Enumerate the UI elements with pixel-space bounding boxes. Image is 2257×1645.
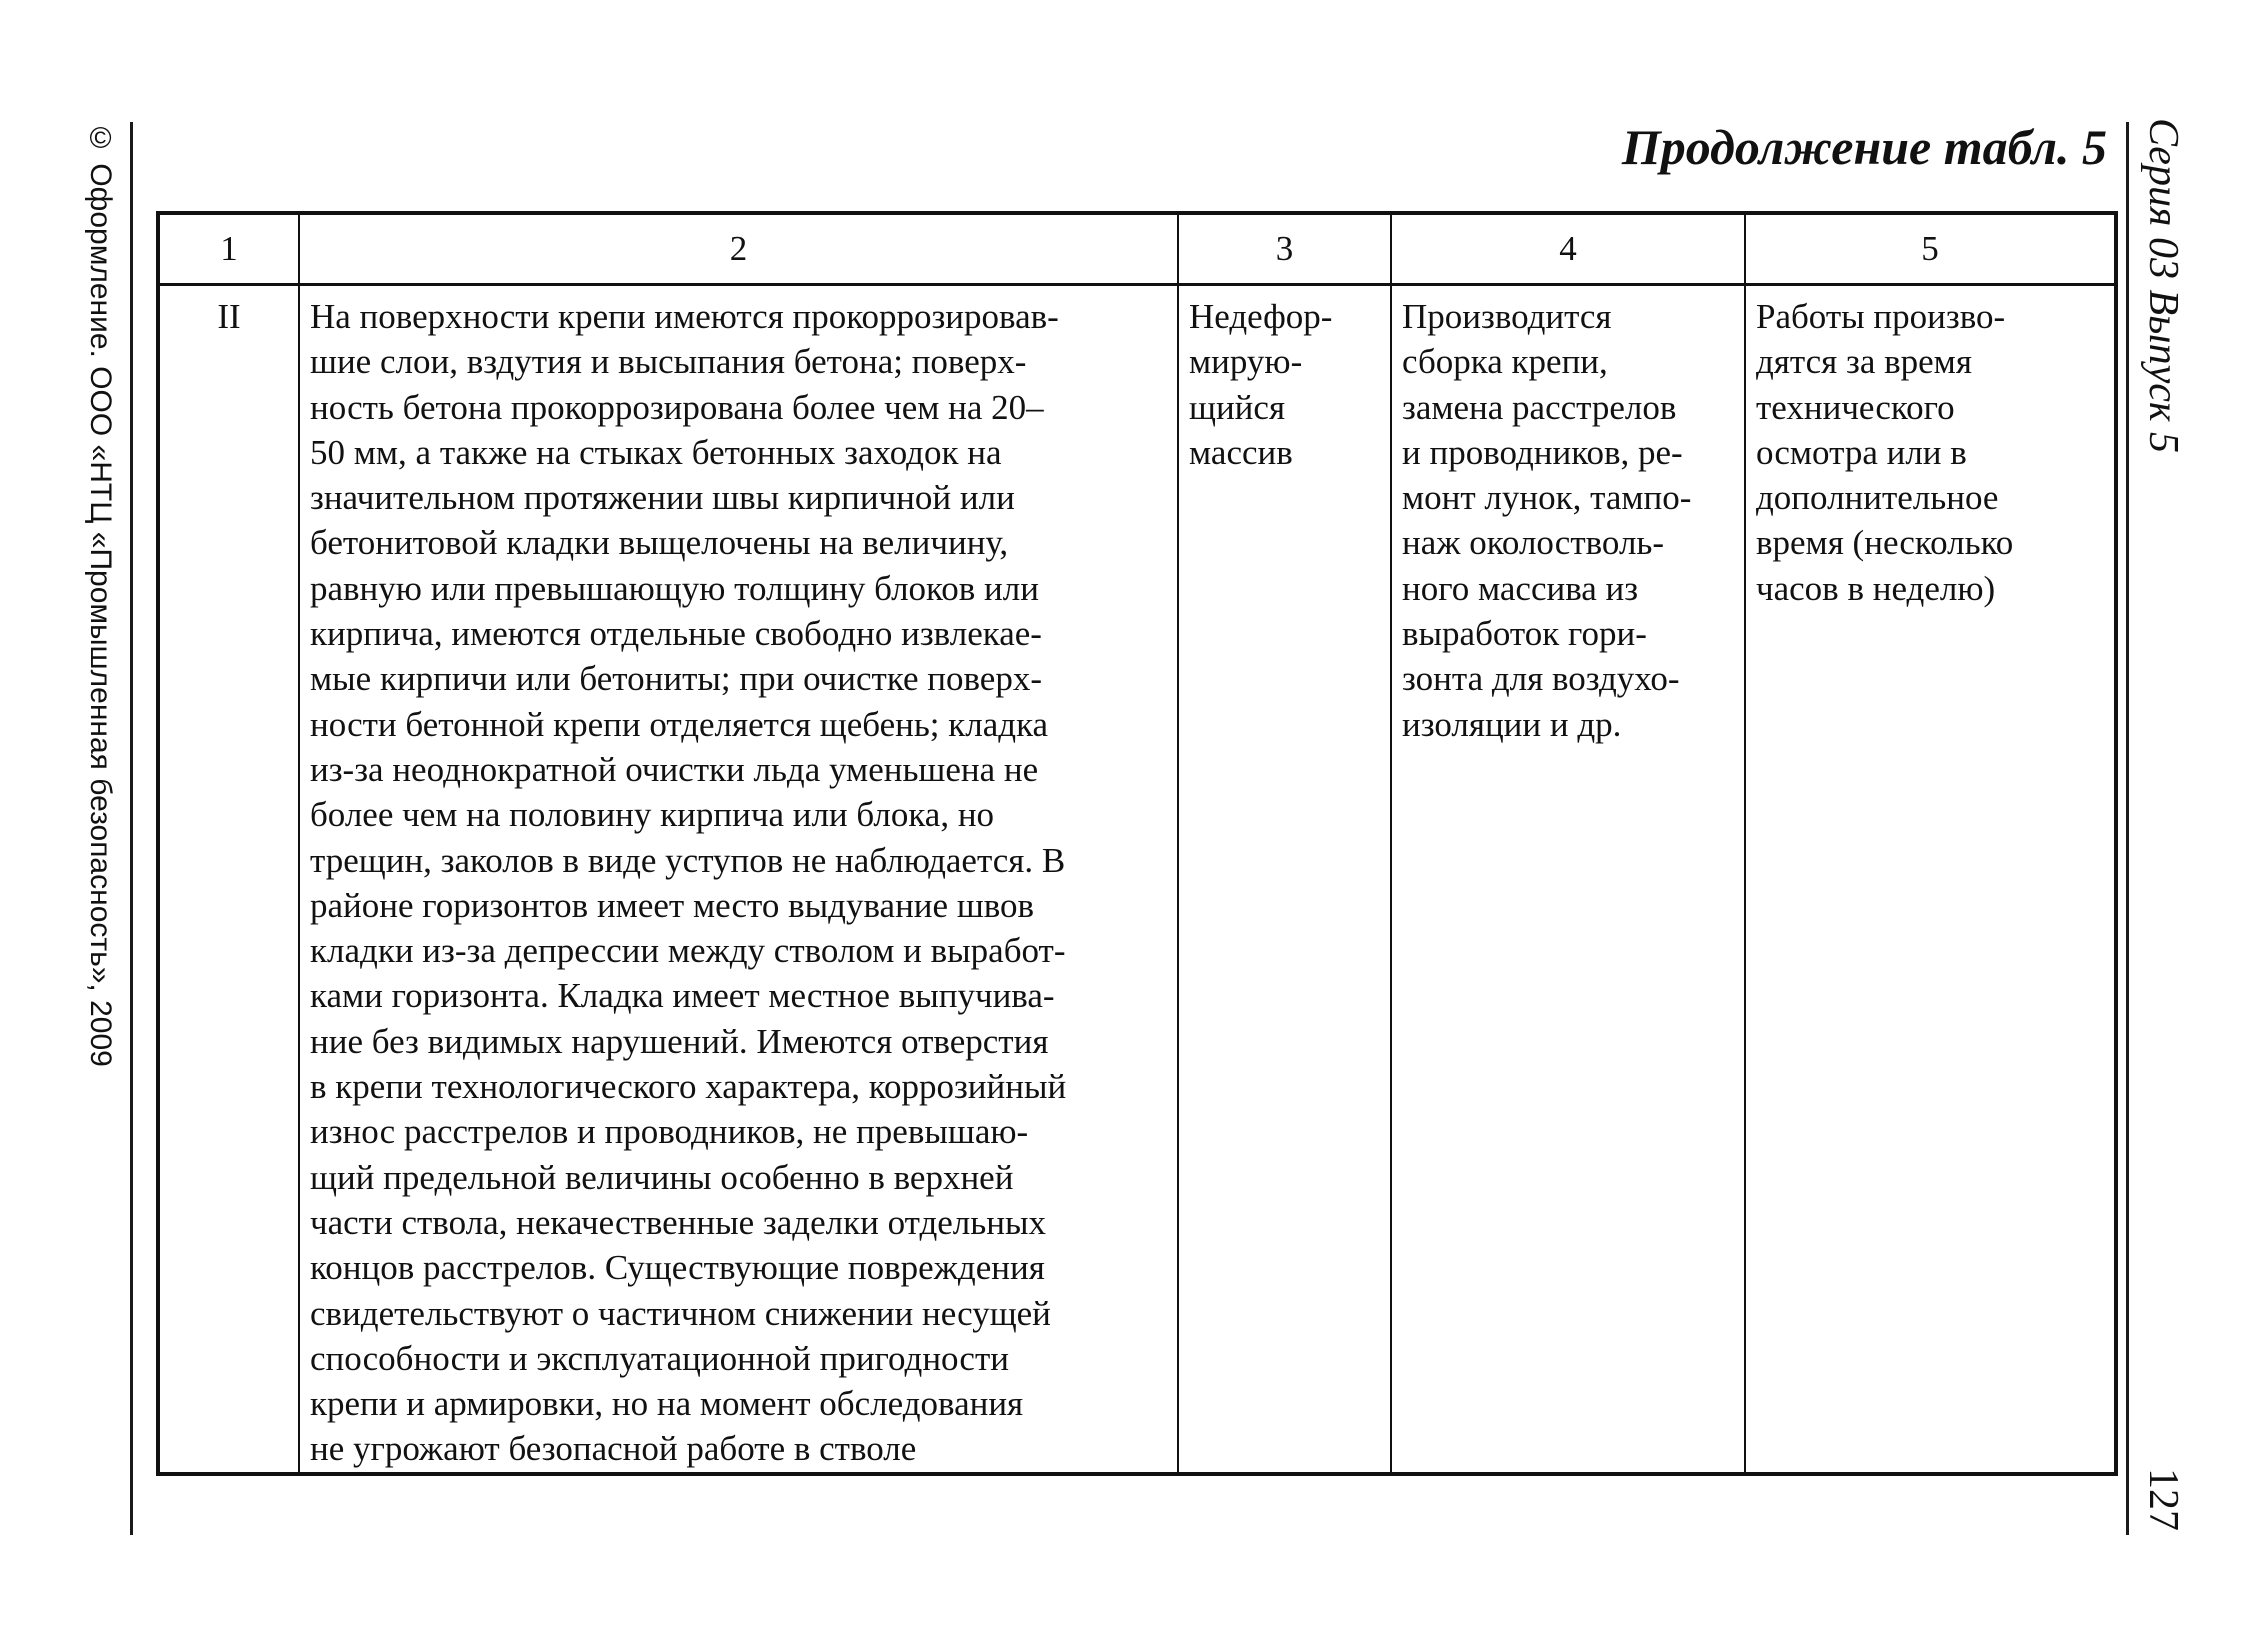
column-header-2: 2 bbox=[299, 213, 1178, 285]
series-label: Серия 03 Выпуск 5 bbox=[2140, 118, 2186, 453]
page-number: 127 bbox=[2140, 1468, 2186, 1531]
column-header-5: 5 bbox=[1745, 213, 2116, 285]
left-margin-rule bbox=[130, 122, 133, 1535]
table-continuation-title: Продолжение табл. 5 bbox=[1621, 119, 2107, 175]
work-schedule-cell bbox=[1745, 285, 2116, 1474]
condition-category-cell bbox=[158, 285, 299, 1474]
table-header-row bbox=[158, 213, 2116, 285]
copyright-note: © Оформление. ООО «НТЦ «Промышленная безопасность», 2009 bbox=[84, 122, 117, 1067]
repair-measures: Производится сборка крепи, замена расстрелов и проводников, ре- монт лунок, тампо- наж околостволь- ного массива из выработок гори- зонта для воздухо- изоляции и др. bbox=[1402, 297, 1692, 744]
condition-description: На поверхности крепи имеются прокоррозировав- шие слои, вздутия и высыпания бетона; поверх- ность бетона прокоррозирована более чем на 20– 50 мм, а также на стыках бетонных заходок на значительном протяжении швы кирпичной или бетонитовой кладки выщелочены на величину, равную или превышающую толщину блоков или кирпича, имеются отдельные свободно извлекае- мые кирпичи или бетониты; при очистке поверх- ности бетонной крепи отделяется щебень; кладка из-за неоднократной очистки льда уменьшена не более чем на половину кирпича или блока, но трещин, заколов в виде уступов не наблюдается. В районе горизонтов имеет место выдувание швов кладки из-за депрессии между стволом и выработ- ками горизонта. Кладка имеет местное выпучива- ние без видимых нарушений. Имеются отверстия в крепи технологического характера, коррозийный износ расстрелов и проводников, не превышаю- щий предельной величины особенно в верхней части ствола, некачественные заделки отдельных концов расстрелов. Существующие повреждения свидетельствуют о частичном снижении несущей способности и эксплуатационной пригодности крепи и армировки, но на момент обследования не угрожают безопасной работе в стволе bbox=[310, 297, 1067, 1469]
inspection-table bbox=[156, 211, 2118, 1476]
column-header-3: 3 bbox=[1178, 213, 1391, 285]
condition-category: II bbox=[217, 297, 241, 336]
work-schedule: Работы произво- дятся за время технического осмотра или в дополнительное время (несколько часов в неделю) bbox=[1756, 297, 2014, 608]
column-header-4: 4 bbox=[1391, 213, 1745, 285]
rock-mass-type: Недефор- мирую- щийся массив bbox=[1189, 297, 1333, 472]
table-row bbox=[158, 285, 2116, 1474]
condition-description-cell bbox=[299, 285, 1178, 1474]
rock-mass-cell bbox=[1178, 285, 1391, 1474]
right-margin-rule bbox=[2126, 122, 2129, 1535]
column-header-1: 1 bbox=[158, 213, 299, 285]
repair-measures-cell bbox=[1391, 285, 1745, 1474]
